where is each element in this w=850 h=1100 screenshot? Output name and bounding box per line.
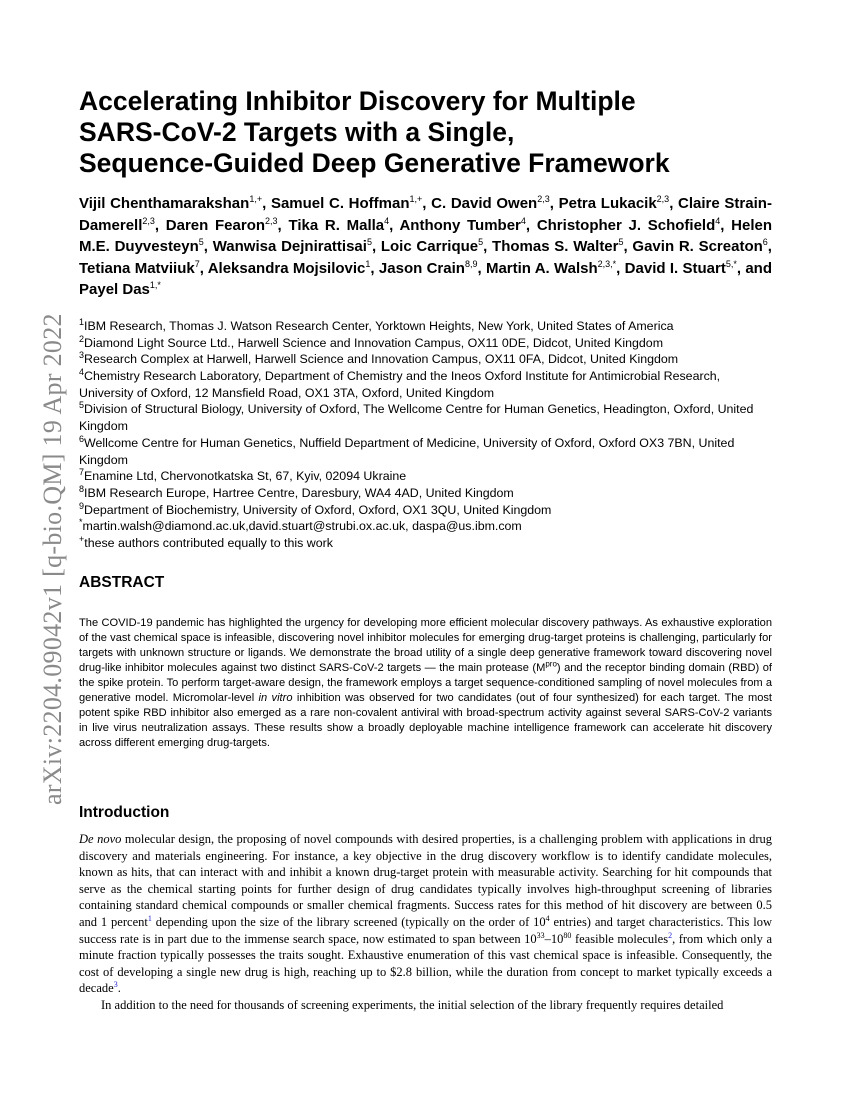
citation-link[interactable]: 1 [147,913,152,923]
author-name: Jason Crain [378,259,465,277]
introduction-paragraph [79,831,772,997]
author-name: C. David Owen [431,195,538,212]
author-separator: , [767,238,772,256]
author-affiliation-mark: 2,3 [265,215,278,226]
author-affiliation-mark: 7 [194,258,200,269]
abstract-part: The COVID-19 pandemic has highlighted the urgency for developing more efficient molecular discovery pathways. As exhaustive exploration of the vast chemical space is infeasible, discovering novel inhibitor molecules for emerging drug-target proteins is challenging, particularly for targets with unknown structure or ligands. We demonstrate the broad utility of a single deep generative framework toward discovering novel drug-like inhibitor molecules against two distinct SARS-CoV-2 targets — the main protease (M [79,617,772,674]
author-separator: , [203,238,213,256]
affiliation-item [79,351,772,368]
introduction-paragraph: In addition to the need for thousands of screening experiments, the initial selection of the library frequently requires detailed [101,997,724,1012]
affiliation-text: Wellcome Centre for Human Genetics, Nuffield Department of Medicine, University of Oxford, Oxford OX3 7BN, United Kingdom [79,435,735,467]
affiliation-text: Division of Structural Biology, University of Oxford, The Wellcome Centre for Human Genetics, Headington, Oxford, United Kingdom [79,402,754,434]
affiliation-mark: 6 [79,433,85,444]
author-name: Tetiana Matviiuk [79,259,195,277]
author-name: Claire Strain-Damerell [79,195,772,234]
author-affiliation-mark: 6 [762,237,768,248]
title-line: Sequence-Guided Deep Generative Framework [79,148,670,178]
affiliation-item [79,485,772,502]
author-separator: , [277,216,289,234]
author-separator: , [549,195,559,212]
abstract-part: inhibition was observed for two candidates (out of four synthesized) for each target. The most potent spike RBD inhibitor also emerged as a rare non-covalent antiviral with broad-spectrum activity against several SARS-CoV-2 variants in live virus neutralization assays. These results show a broadly deployable machine intelligence framework can accelerate hit discovery across different emerging drug-targets. [79,692,772,749]
author-name: Anthony Tumber [399,216,521,234]
affiliation-item [79,502,772,519]
author-separator: , [371,238,381,256]
exponent: 4 [545,913,550,923]
intro-text: feasible molecules [571,931,669,946]
arxiv-identifier [18,265,67,805]
affiliation-text: these authors contributed equally to this work [84,536,333,551]
abstract-heading: ABSTRACT [79,574,165,591]
affiliation-item [79,435,772,468]
abstract-italic: in vitro [258,692,293,704]
paper-page [79,86,773,1012]
affiliation-mark: 3 [79,350,85,361]
author-affiliation-mark: 5 [618,237,624,248]
author-affiliation-mark: 2,3 [142,215,155,226]
affiliation-item [79,518,772,535]
author-name: Tika R. Malla [288,216,385,234]
author-separator: , [262,195,271,212]
author-affiliation-mark: 4 [715,215,721,226]
author-affiliation-mark: 4 [384,215,390,226]
intro-text: , from which only a minute fraction typically possesses the traits sought. Exhaustive enumeration of this vast chemical space is infeasible. Consequently, the cost of developing a single new drug is high, reaching up to $2.8 billion, while the duration from concept to market typically exceeds a decade [79,931,772,996]
abstract-superscript: pro [545,659,557,669]
author-separator: , [669,195,679,212]
intro-italic: De novo [79,832,122,846]
affiliation-text: IBM Research Europe, Hartree Centre, Daresbury, WA4 4AD, United Kingdom [84,486,514,500]
affiliation-mark: 7 [79,467,85,478]
author-affiliation-mark: 1,+ [249,194,263,204]
author-separator: , [483,238,493,256]
affiliation-mark: 8 [79,483,85,494]
author-name: Daren Fearon [165,216,266,234]
author-affiliation-mark: 2,3 [656,194,670,204]
author-affiliation-mark: 2,3,* [597,258,617,269]
introduction-heading: Introduction [79,804,170,821]
affiliation-mark: 9 [79,500,85,511]
intro-text: molecular design, the proposing of novel compounds with desired properties, is a challenging problem with applications in drug discovery and materials engineering. For instance, a key objective in the drug discovery workflow is to identify candidate molecules, known as hits, that can interact with and inhibit a known drug-target protein with measurable activity. Searching for hit compounds that serve as the chemical starting points for further design of drug candidates typically involves high-throughput screening of libraries containing standard chemical compounds or smaller chemical fragments. Success rates for this method of hit discovery are between 0.5 and 1 percent [79,832,772,929]
author-name: Gavin R. Screaton [632,238,763,256]
exponent: 80 [563,930,572,940]
affiliation-mark: 4 [79,366,85,377]
affiliation-item [79,335,772,352]
affiliation-text: Research Complex at Harwell, Harwell Science and Innovation Campus, OX11 0FA, Didcot, United Kingdom [84,352,679,367]
intro-text: –10 [544,931,564,946]
author-separator: , [525,216,537,234]
affiliation-item [79,368,772,401]
intro-text: entries) and target characteristics. This low success rate is in part due to the immense search space, now estimated to span between 10 [79,914,772,946]
author-separator: , [370,259,379,277]
author-separator: , and [736,259,772,277]
author-affiliation-mark: 5 [478,237,484,248]
author-affiliation-mark: 5,* [725,258,737,269]
introduction-body [79,831,772,1014]
affiliation-item [79,401,772,434]
author-separator: , [154,216,166,234]
author-list [79,193,772,301]
author-name: Christopher J. Schofield [536,216,716,234]
author-name: Vijil Chenthamarakshan [79,195,250,212]
author-affiliation-mark: 1,* [149,280,161,291]
affiliation-text: Chemistry Research Laboratory, Department of Chemistry and the Ineos Oxford Institute for Antimicrobial Research, University of Oxford, 12 Mansfield Road, OX1 3TA, Oxford, United Kingdom [79,369,721,400]
author-separator: , [199,259,208,277]
author-separator: , [623,238,633,256]
abstract-part: ) and the receptor binding domain (RBD) of the spike protein. To perform target-aware design, the framework employs a target sequence-conditioned sampling of novel molecules from a generative model. Micromolar-level [79,662,772,704]
intro-text: depending upon the size of the library screened (typically on the order of 10 [151,914,546,929]
title-line: Accelerating Inhibitor Discovery for Multiple [79,86,636,116]
affiliation-item [79,318,772,335]
citation-link[interactable]: 2 [668,930,673,940]
author-separator: , [720,216,732,234]
author-name: Wanwisa Dejnirattisai [212,238,367,256]
affiliation-item [79,535,772,552]
affiliation-text: martin.walsh@diamond.ac.uk,david.stuart@strubi.ox.ac.uk, daspa@us.ibm.com [82,519,522,534]
author-affiliation-mark: 5 [198,237,204,248]
author-affiliation-mark: 4 [520,215,526,226]
affiliation-text: IBM Research, Thomas J. Watson Research Center, Yorktown Heights, New York, United States of America [84,318,674,333]
affiliation-text: Enamine Ltd, Chervonotkatska St, 67, Kyiv, 02094 Ukraine [84,469,407,484]
author-name: Thomas S. Walter [492,238,619,256]
citation-link[interactable]: 3 [113,980,118,990]
affiliation-text: Department of Biochemistry, University of Oxford, Oxford, OX1 3QU, United Kingdom [84,502,552,517]
paper-title [79,86,772,179]
author-affiliation-mark: 5 [366,237,372,248]
author-affiliation-mark: 8,9 [464,258,478,269]
intro-text: . [117,981,121,996]
title-line: SARS-CoV-2 Targets with a Single, [79,117,515,147]
author-separator: , [477,259,486,277]
author-name: Loic Carrique [380,238,479,256]
abstract-text [79,616,772,751]
author-affiliation-mark: 1,+ [409,194,423,204]
author-affiliation-mark: 1 [365,258,371,269]
affiliation-mark: * [79,517,83,528]
author-name: Martin A. Walsh [485,259,598,277]
affiliation-mark: + [79,533,85,544]
arxiv-stamp-text: arXiv:2204.09042v1 [q-bio.QM] 19 Apr 2022 [38,313,67,805]
author-name: Samuel C. Hoffman [270,195,410,212]
affiliation-item [79,468,772,485]
author-name: Payel Das [79,281,150,299]
exponent: 33 [536,930,545,940]
affiliation-text: Diamond Light Source Ltd., Harwell Science and Innovation Campus, OX11 0DE, Didcot, United Kingdom [84,335,664,350]
author-affiliation-mark: 2,3 [537,194,550,204]
affiliation-mark: 2 [79,333,85,344]
author-separator: , [616,259,625,277]
author-name: David I. Stuart [624,259,726,277]
author-separator: , [422,195,432,212]
affiliation-mark: 1 [79,316,85,327]
author-name: Helen M.E. Duyvesteyn [79,216,773,256]
author-name: Aleksandra Mojsilovic [207,259,366,277]
author-separator: , [389,216,400,234]
affiliation-mark: 5 [79,400,85,411]
author-name: Petra Lukacik [558,195,657,212]
affiliation-list [79,318,772,552]
